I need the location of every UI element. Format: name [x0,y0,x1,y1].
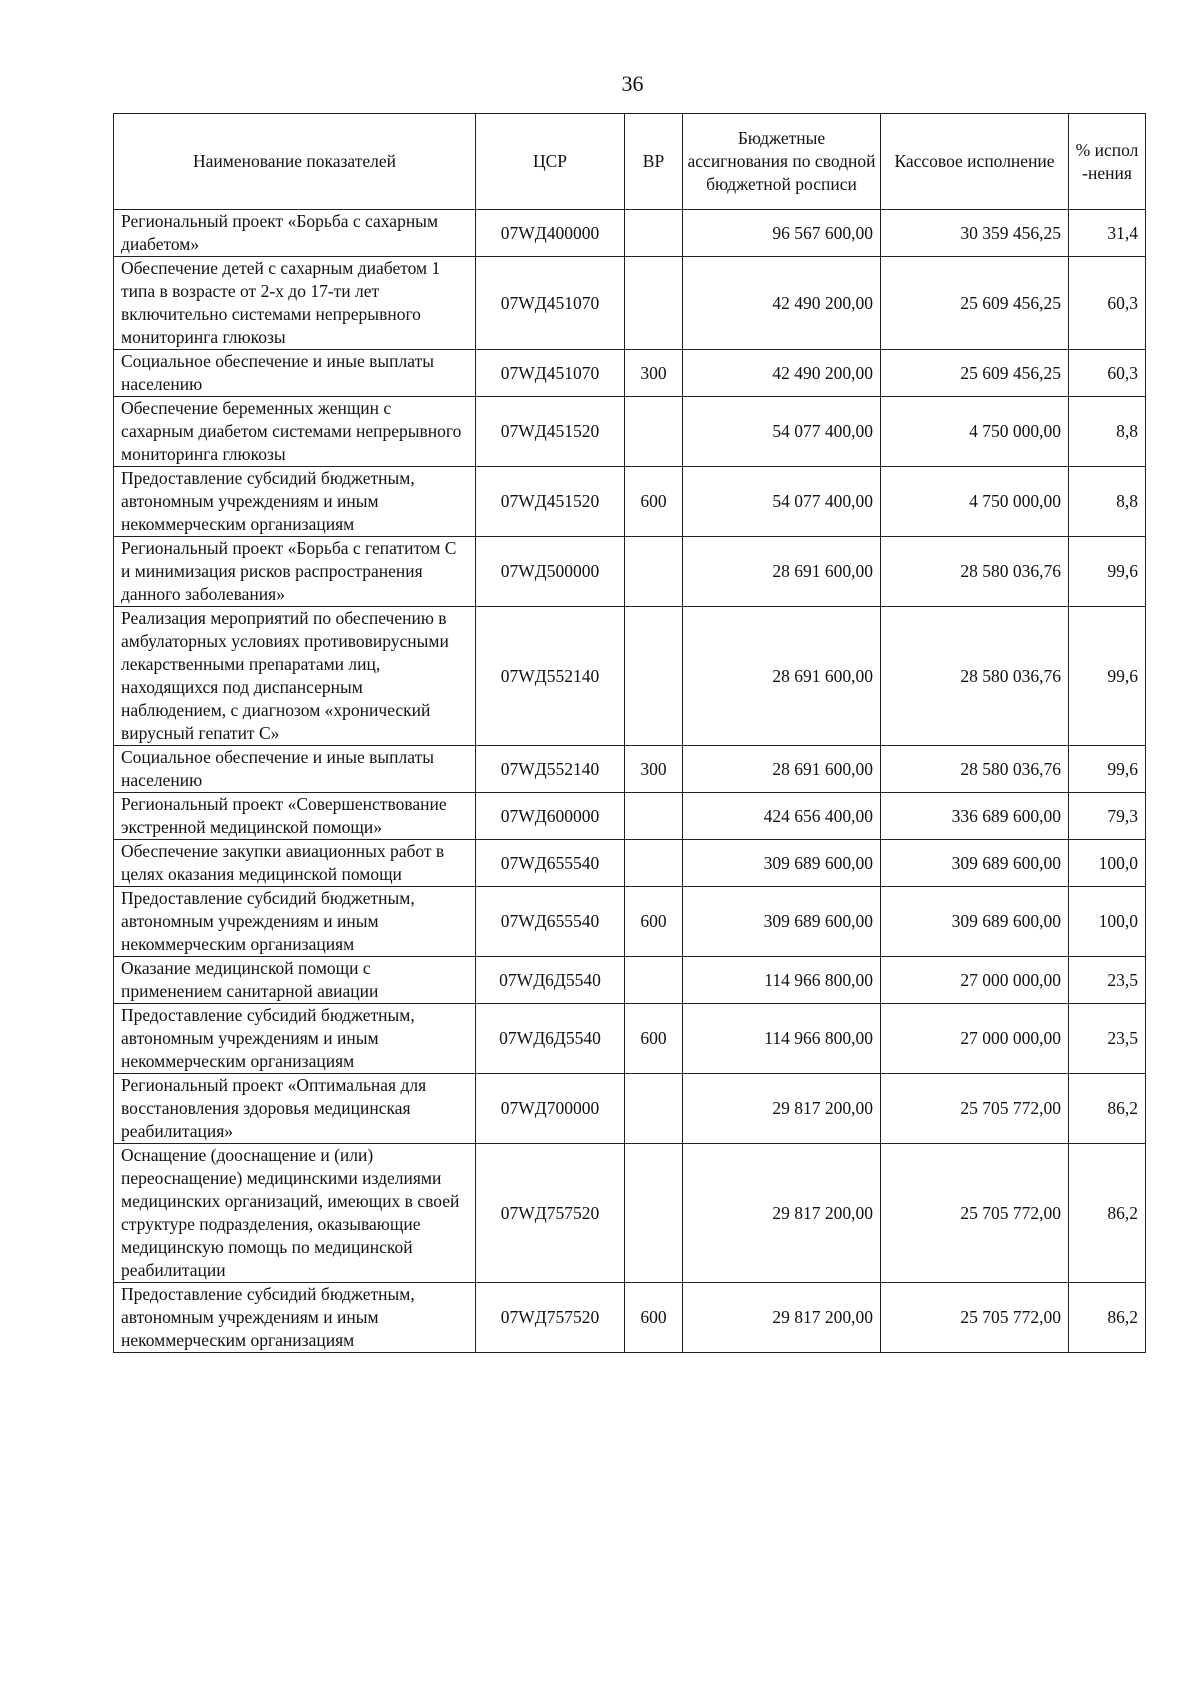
vr-code-cell [625,397,683,467]
budget-allocation-cell: 29 817 200,00 [683,1144,881,1283]
indicator-name-cell: Оказание медицинской помощи с применением санитарной авиации [114,957,476,1004]
table-row [114,210,1146,257]
execution-percent-cell: 100,0 [1069,840,1146,887]
cash-execution-cell: 25 705 772,00 [881,1074,1069,1144]
table-row [114,467,1146,537]
vr-code-cell [625,1144,683,1283]
indicator-name-cell: Региональный проект «Борьба с сахарным диабетом» [114,210,476,257]
cash-execution-cell: 30 359 456,25 [881,210,1069,257]
budget-allocation-cell: 28 691 600,00 [683,607,881,746]
budget-allocation-cell: 114 966 800,00 [683,1004,881,1074]
budget-allocation-cell: 54 077 400,00 [683,397,881,467]
csr-code-cell: 07WД757520 [476,1283,625,1353]
table-row [114,793,1146,840]
cash-execution-cell: 27 000 000,00 [881,957,1069,1004]
budget-allocation-cell: 309 689 600,00 [683,840,881,887]
indicator-name-cell: Региональный проект «Оптимальная для восстановления здоровья медицинская реабилитация» [114,1074,476,1144]
cash-execution-cell: 309 689 600,00 [881,887,1069,957]
table-header [114,114,1146,210]
budget-allocation-cell: 424 656 400,00 [683,793,881,840]
vr-code-cell: 300 [625,746,683,793]
vr-code-cell [625,1074,683,1144]
csr-code-cell: 07WД655540 [476,840,625,887]
execution-percent-cell: 31,4 [1069,210,1146,257]
indicator-name-cell: Предоставление субсидий бюджетным, автономным учреждениям и иным некоммерческим организациям [114,1004,476,1074]
vr-code-cell: 600 [625,467,683,537]
csr-code-cell: 07WД451070 [476,350,625,397]
execution-percent-cell: 99,6 [1069,746,1146,793]
vr-code-cell [625,957,683,1004]
cash-execution-cell: 28 580 036,76 [881,746,1069,793]
csr-code-cell: 07WД500000 [476,537,625,607]
execution-percent-cell: 86,2 [1069,1283,1146,1353]
indicator-name-cell: Обеспечение детей с сахарным диабетом 1 типа в возрасте от 2-х до 17-ти лет включительно системами непрерывного мониторинга глюкозы [114,257,476,350]
indicator-name-cell: Региональный проект «Борьба с гепатитом С и минимизация рисков распространения данного заболевания» [114,537,476,607]
cash-execution-cell: 28 580 036,76 [881,607,1069,746]
table-row [114,957,1146,1004]
cash-execution-cell: 336 689 600,00 [881,793,1069,840]
budget-allocation-cell: 309 689 600,00 [683,887,881,957]
budget-allocation-cell: 29 817 200,00 [683,1283,881,1353]
execution-percent-cell: 60,3 [1069,257,1146,350]
vr-code-cell [625,537,683,607]
budget-allocation-cell: 96 567 600,00 [683,210,881,257]
table-row [114,1283,1146,1353]
table-row [114,840,1146,887]
csr-code-cell: 07WД600000 [476,793,625,840]
indicator-name-cell: Оснащение (дооснащение и (или) переоснащение) медицинскими изделиями медицинских организаций, имеющих в своей структуре подразделения, оказывающие медицинскую помощь по медицинской реабилитации [114,1144,476,1283]
csr-code-cell: 07WД552140 [476,607,625,746]
table-row [114,350,1146,397]
csr-code-cell: 07WД655540 [476,887,625,957]
vr-code-cell: 600 [625,1283,683,1353]
table-row [114,537,1146,607]
cash-execution-cell: 25 705 772,00 [881,1283,1069,1353]
execution-percent-cell: 79,3 [1069,793,1146,840]
cash-execution-cell: 309 689 600,00 [881,840,1069,887]
header-cash: Кассовое исполнение [881,114,1069,210]
indicator-name-cell: Социальное обеспечение и иные выплаты населению [114,350,476,397]
table-body [114,210,1146,1353]
execution-percent-cell: 60,3 [1069,350,1146,397]
header-name: Наименование показателей [114,114,476,210]
cash-execution-cell: 27 000 000,00 [881,1004,1069,1074]
indicator-name-cell: Реализация мероприятий по обеспечению в амбулаторных условиях противовирусными лекарственными препаратами лиц, находящихся под диспансерным наблюдением, с диагнозом «хронический вирусный гепатит С» [114,607,476,746]
csr-code-cell: 07WД757520 [476,1144,625,1283]
csr-code-cell: 07WД451070 [476,257,625,350]
budget-allocation-cell: 114 966 800,00 [683,957,881,1004]
table-row [114,887,1146,957]
table-row [114,1004,1146,1074]
indicator-name-cell: Предоставление субсидий бюджетным, автономным учреждениям и иным некоммерческим организациям [114,887,476,957]
csr-code-cell: 07WД400000 [476,210,625,257]
execution-percent-cell: 23,5 [1069,1004,1146,1074]
csr-code-cell: 07WД451520 [476,397,625,467]
cash-execution-cell: 25 705 772,00 [881,1144,1069,1283]
vr-code-cell [625,840,683,887]
execution-percent-cell: 86,2 [1069,1144,1146,1283]
vr-code-cell: 600 [625,1004,683,1074]
csr-code-cell: 07WД700000 [476,1074,625,1144]
execution-percent-cell: 8,8 [1069,467,1146,537]
indicator-name-cell: Предоставление субсидий бюджетным, автономным учреждениям и иным некоммерческим организациям [114,467,476,537]
table-row [114,397,1146,467]
vr-code-cell [625,607,683,746]
cash-execution-cell: 25 609 456,25 [881,257,1069,350]
table-row [114,607,1146,746]
budget-allocation-cell: 28 691 600,00 [683,746,881,793]
budget-allocation-cell: 42 490 200,00 [683,257,881,350]
budget-allocation-cell: 42 490 200,00 [683,350,881,397]
execution-percent-cell: 99,6 [1069,537,1146,607]
execution-percent-cell: 100,0 [1069,887,1146,957]
vr-code-cell [625,257,683,350]
table-row [114,746,1146,793]
execution-percent-cell: 23,5 [1069,957,1146,1004]
cash-execution-cell: 25 609 456,25 [881,350,1069,397]
vr-code-cell [625,793,683,840]
indicator-name-cell: Обеспечение закупки авиационных работ в целях оказания медицинской помощи [114,840,476,887]
header-budget: Бюджетные ассигнования по сводной бюджетной росписи [683,114,881,210]
execution-percent-cell: 86,2 [1069,1074,1146,1144]
indicator-name-cell: Социальное обеспечение и иные выплаты населению [114,746,476,793]
budget-allocation-cell: 29 817 200,00 [683,1074,881,1144]
page-number: 36 [621,71,644,96]
vr-code-cell [625,210,683,257]
budget-allocation-cell: 54 077 400,00 [683,467,881,537]
cash-execution-cell: 4 750 000,00 [881,397,1069,467]
csr-code-cell: 07WД552140 [476,746,625,793]
execution-percent-cell: 8,8 [1069,397,1146,467]
csr-code-cell: 07WД451520 [476,467,625,537]
vr-code-cell: 600 [625,887,683,957]
csr-code-cell: 07WД6Д5540 [476,957,625,1004]
table-row [114,257,1146,350]
header-pct: % испол-нения [1069,114,1146,210]
header-csr: ЦСР [476,114,625,210]
indicator-name-cell: Обеспечение беременных женщин с сахарным диабетом системами непрерывного мониторинга глюкозы [114,397,476,467]
table-row [114,1144,1146,1283]
budget-table [113,113,1146,1353]
cash-execution-cell: 28 580 036,76 [881,537,1069,607]
indicator-name-cell: Предоставление субсидий бюджетным, автономным учреждениям и иным некоммерческим организациям [114,1283,476,1353]
header-vr: ВР [625,114,683,210]
execution-percent-cell: 99,6 [1069,607,1146,746]
csr-code-cell: 07WД6Д5540 [476,1004,625,1074]
vr-code-cell: 300 [625,350,683,397]
indicator-name-cell: Региональный проект «Совершенствование экстренной медицинской помощи» [114,793,476,840]
table-row [114,1074,1146,1144]
cash-execution-cell: 4 750 000,00 [881,467,1069,537]
budget-allocation-cell: 28 691 600,00 [683,537,881,607]
